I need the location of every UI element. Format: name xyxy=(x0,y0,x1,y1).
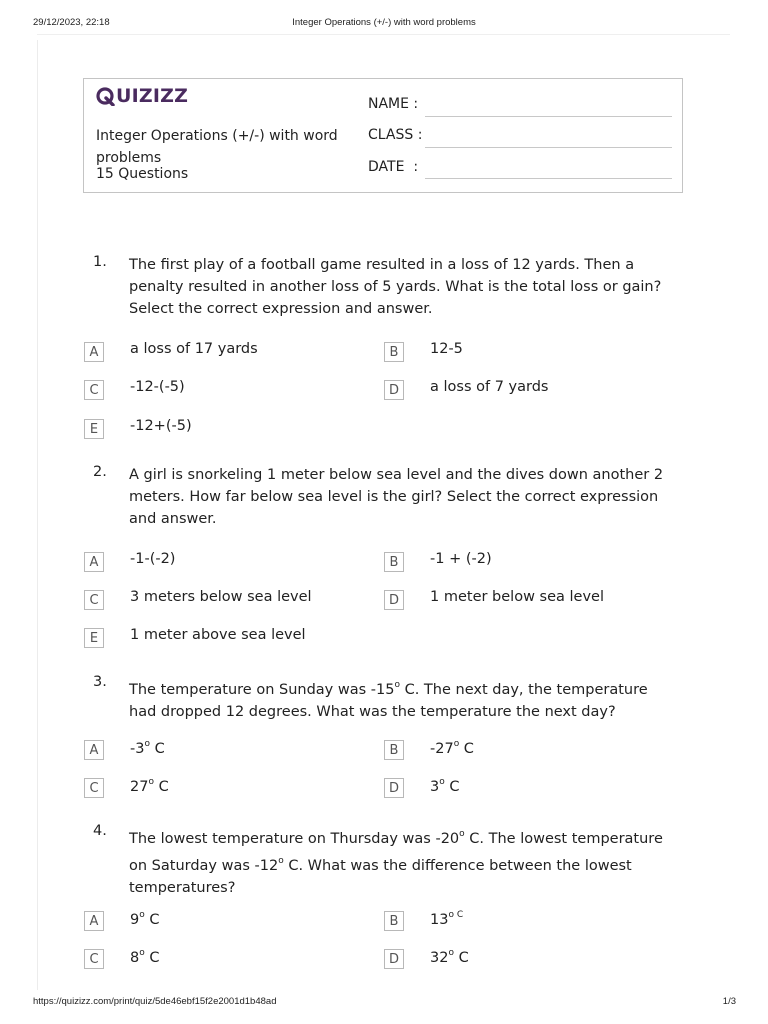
option-letter-box: A xyxy=(84,911,104,931)
option-letter-box: C xyxy=(84,778,104,798)
option-letter-box: C xyxy=(84,590,104,610)
option-letter-box: D xyxy=(384,380,404,400)
logo-text: UIZIZZ xyxy=(116,85,189,107)
option-text: -12+(-5) xyxy=(130,418,192,434)
question-number: 1. xyxy=(93,254,107,270)
name-label: NAME : xyxy=(368,96,419,112)
quiz-title: Integer Operations (+/-) with word problems xyxy=(96,128,338,166)
option-letter-box: C xyxy=(84,949,104,969)
option-text: $13^{o C}$ xyxy=(430,910,464,928)
option-text: 3 meters below sea level xyxy=(130,589,312,605)
option-letter-box: C xyxy=(84,380,104,400)
quizizz-q-icon xyxy=(96,87,115,106)
worksheet-header xyxy=(83,78,683,193)
option-letter-box: B xyxy=(384,740,404,760)
option-text: 8$^o$ C xyxy=(130,948,160,966)
option-letter-box: D xyxy=(384,778,404,798)
page-top-rule xyxy=(37,34,730,35)
option-letter-box: E xyxy=(84,628,104,648)
option-letter-box: E xyxy=(84,419,104,439)
option-text: 12-5 xyxy=(430,341,463,357)
option-text: 1 meter above sea level xyxy=(130,627,306,643)
option-letter-box: B xyxy=(384,342,404,362)
question-text: The first play of a football game resulted in a loss of 12 yards. Then a penalty resulted in another loss of 5 yards. What is the total loss or gain? Select the correct expression and answer. xyxy=(129,257,662,317)
option-text: 32$^o$ C xyxy=(430,948,469,966)
option-letter-box: B xyxy=(384,552,404,572)
option-letter-box: A xyxy=(84,740,104,760)
option-text: -1-(-2) xyxy=(130,551,176,567)
option-letter-box: A xyxy=(84,342,104,362)
question-text: The lowest temperature on Thursday was -20$^o$ C. The lowest temperature on Saturday was -12$^o$ C. What was the difference between the lowest temperatures? xyxy=(129,829,663,896)
quizizz-logo xyxy=(96,87,188,106)
print-datetime: 29/12/2023, 22:18 xyxy=(33,17,110,28)
question-number: 2. xyxy=(93,464,107,480)
page-number: 1/3 xyxy=(722,996,736,1007)
option-text: a loss of 17 yards xyxy=(130,341,258,357)
option-text: -12-(-5) xyxy=(130,379,185,395)
date-field[interactable] xyxy=(425,178,672,179)
option-text: -1 + (-2) xyxy=(430,551,492,567)
question-number: 3. xyxy=(93,674,107,690)
option-text: 3$^o$ C xyxy=(430,777,460,795)
option-text: 27$^o$ C xyxy=(130,777,169,795)
option-text: 9$^o$ C xyxy=(130,910,160,928)
question-text: A girl is snorkeling 1 meter below sea level and the dives down another 2 meters. How far below sea level is the girl? Select the correct expression and answer. xyxy=(129,467,664,527)
date-label: DATE : xyxy=(368,159,419,175)
option-letter-box: D xyxy=(384,949,404,969)
option-letter-box: D xyxy=(384,590,404,610)
page-left-rule xyxy=(37,40,38,990)
name-field[interactable] xyxy=(425,116,672,117)
option-text: 1 meter below sea level xyxy=(430,589,604,605)
option-text: -27$^o$ C xyxy=(430,739,474,757)
option-text: -3$^o$ C xyxy=(130,739,165,757)
question-number: 4. xyxy=(93,823,107,839)
print-title: Integer Operations (+/-) with word problems xyxy=(292,17,476,28)
class-label: CLASS : xyxy=(368,127,423,143)
class-field[interactable] xyxy=(425,147,672,148)
option-letter-box: A xyxy=(84,552,104,572)
option-text: a loss of 7 yards xyxy=(430,379,549,395)
print-footer xyxy=(0,993,768,1013)
question-count: 15 Questions xyxy=(96,166,189,182)
question-text: The temperature on Sunday was -15$^o$ C. The next day, the temperature had dropped 12 degrees. What was the temperature the next day? xyxy=(129,680,648,720)
print-url: https://quizizz.com/print/quiz/5de46ebf15f2e2001d1b48ad xyxy=(33,996,277,1007)
option-letter-box: B xyxy=(384,911,404,931)
